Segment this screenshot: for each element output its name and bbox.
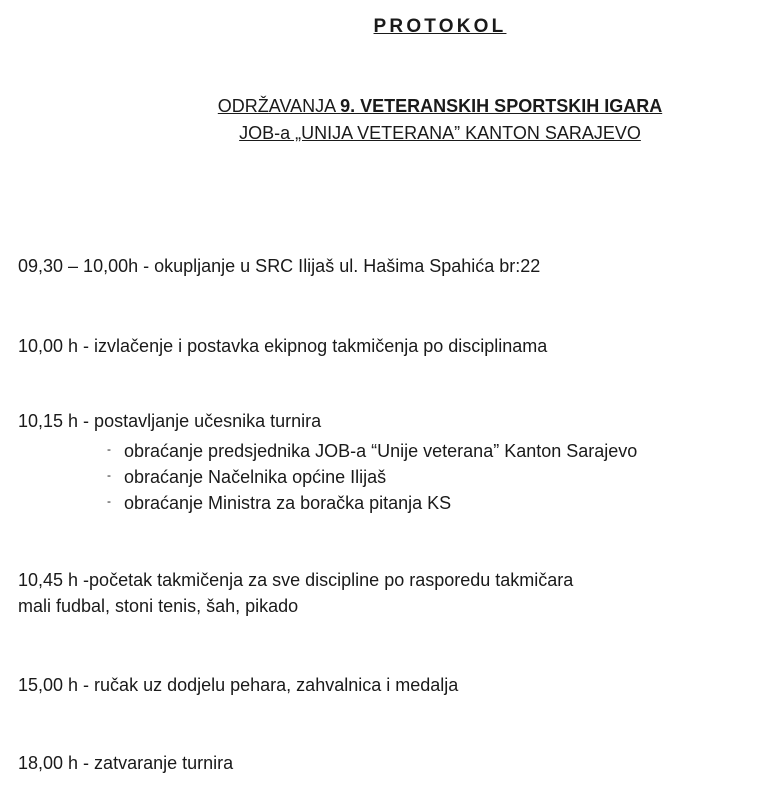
schedule-item-participants: 10,15 h - postavljanje učesnika turnira: [18, 411, 322, 431]
schedule-item-closing: 18,00 h - zatvaranje turnira: [18, 753, 234, 773]
dash-bullet: -: [107, 468, 111, 482]
list-item: [107, 436, 637, 462]
schedule-item-lunch: 15,00 h - ručak uz dodjelu pehara, zahvalnica i medalja: [18, 675, 459, 695]
subtitle-line-2: JOB-a „UNIJA VETERANA” KANTON SARAJEVO: [239, 123, 641, 143]
dash-bullet: -: [107, 442, 111, 456]
speech-minister: obraćanje Ministra za boračka pitanja KS: [124, 493, 452, 513]
speech-mayor: obraćanje Načelnika općine Ilijaš: [124, 467, 387, 487]
subtitle-event-name: 9. VETERANSKIH SPORTSKIH IGARA: [340, 96, 663, 116]
list-item: [107, 462, 637, 488]
schedule-item-competition-start: 10,45 h -početak takmičenja za sve discipline po rasporedu takmičara: [18, 570, 574, 590]
document-title: PROTOKOL: [373, 16, 507, 37]
subtitle-line-1: [0, 96, 764, 117]
dash-bullet: -: [107, 494, 111, 508]
speeches-list: [107, 436, 637, 514]
list-item: [107, 488, 637, 514]
speech-president: obraćanje predsjednika JOB-a “Unije veterana” Kanton Sarajevo: [124, 441, 638, 461]
schedule-item-draw: 10,00 h - izvlačenje i postavka ekipnog takmičenja po disciplinama: [18, 336, 548, 356]
schedule-item-disciplines: mali fudbal, stoni tenis, šah, pikado: [18, 596, 299, 616]
subtitle-prefix: ODRŽAVANJA: [217, 96, 341, 116]
schedule-item-gathering: 09,30 – 10,00h - okupljanje u SRC Ilijaš ul. Hašima Spahića br:22: [18, 256, 541, 276]
